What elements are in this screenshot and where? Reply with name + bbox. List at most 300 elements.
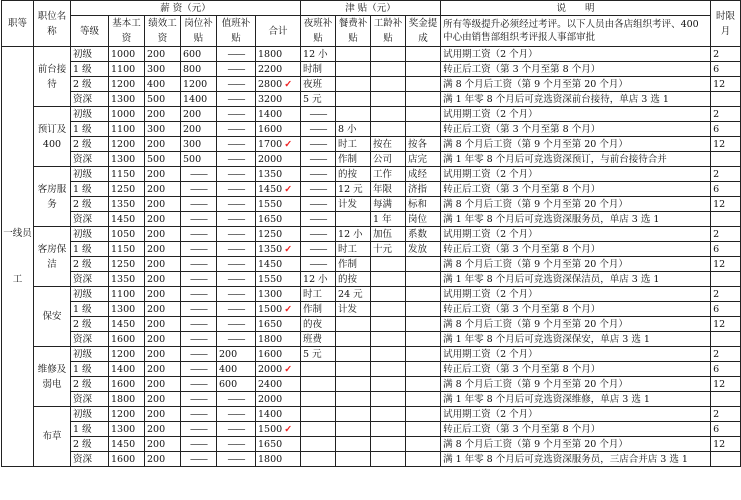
cell-bonus (406, 77, 441, 92)
duty-value: —— (227, 138, 245, 150)
table-row (2, 437, 741, 452)
night-value: —— (309, 168, 327, 180)
post-value: —— (190, 318, 207, 330)
duty-value: —— (227, 288, 245, 300)
night-value: 夜班 (303, 78, 323, 90)
total-value: 2800 (258, 78, 283, 90)
base-value: 1100 (111, 288, 136, 300)
cell-total (256, 77, 301, 92)
meal-value: 的按 (338, 168, 358, 180)
cell-night (301, 347, 336, 362)
level-value: 初级 (73, 168, 93, 180)
post-value: —— (190, 423, 207, 435)
cell-bonus (406, 392, 441, 407)
cell-level (71, 182, 109, 197)
cell-bonus (406, 377, 441, 392)
period-cell: 2 (711, 167, 741, 182)
job-class-cell: 一线员工 (2, 47, 34, 467)
header-col-perf: 绩效工资 (145, 16, 181, 47)
description-cell: 转正后工资（第 3 个月至第 8 个月） (441, 242, 711, 257)
cell-level (71, 62, 109, 77)
cell-bonus (406, 422, 441, 437)
cell-bonus (406, 152, 441, 167)
period-cell (711, 92, 741, 107)
period-cell (711, 152, 741, 167)
description-cell: 满 8 个月后工资（第 9 个月至第 20 个月） (441, 317, 711, 332)
cell-years (371, 182, 406, 197)
cell-bonus (406, 347, 441, 362)
night-value: —— (309, 183, 327, 195)
cell-total (256, 437, 301, 452)
cell-perf (145, 47, 181, 62)
perf-value: 200 (147, 453, 166, 465)
night-value: —— (309, 108, 327, 120)
duty-value: —— (227, 63, 245, 75)
table-row (2, 287, 741, 302)
cell-base (109, 437, 145, 452)
cell-post (181, 77, 217, 92)
total-value: 1800 (258, 48, 283, 60)
check-mark-icon: ✓ (284, 423, 293, 435)
cell-level (71, 242, 109, 257)
cell-level (71, 377, 109, 392)
position-name-cell: 布草 (34, 407, 71, 467)
header-col-meal: 餐费补贴 (336, 16, 371, 47)
cell-post (181, 92, 217, 107)
header-explanation: 说 明 (441, 1, 711, 16)
description-cell: 试用期工资（2 个月） (441, 347, 711, 362)
cell-years (371, 302, 406, 317)
cell-perf (145, 257, 181, 272)
cell-night (301, 137, 336, 152)
cell-perf (145, 182, 181, 197)
perf-value: 200 (147, 423, 166, 435)
level-value: 资深 (73, 213, 93, 225)
cell-total (256, 317, 301, 332)
cell-base (109, 407, 145, 422)
description-cell: 满 1 年零 8 个月后可竞选资深保洁员，单店 3 选 1 (441, 272, 711, 287)
cell-meal (336, 197, 371, 212)
header-col-duty: 值班补贴 (217, 16, 256, 47)
duty-value: —— (227, 423, 245, 435)
header-col-years: 工龄补贴 (371, 16, 406, 47)
post-value: —— (190, 378, 207, 390)
perf-value: 200 (147, 243, 166, 255)
cell-post (181, 287, 217, 302)
base-value: 1400 (111, 363, 136, 375)
description-cell: 试用期工资（2 个月） (441, 167, 711, 182)
cell-post (181, 347, 217, 362)
meal-value: 12 元 (338, 183, 363, 195)
level-value: 初级 (73, 48, 93, 60)
table-row (2, 422, 741, 437)
level-value: 初级 (73, 348, 93, 360)
cell-level (71, 332, 109, 347)
cell-duty (217, 182, 256, 197)
cell-perf (145, 362, 181, 377)
table-row (2, 392, 741, 407)
header-row-2 (2, 16, 741, 47)
level-value: 1 级 (73, 303, 92, 315)
cell-duty (217, 152, 256, 167)
total-value: 1600 (258, 348, 283, 360)
years-value: 公司 (373, 153, 393, 165)
meal-value: 时工 (338, 138, 358, 150)
cell-meal (336, 347, 371, 362)
cell-night (301, 332, 336, 347)
duty-value: —— (227, 393, 245, 405)
cell-perf (145, 347, 181, 362)
duty-value: —— (227, 198, 245, 210)
total-value: 1400 (258, 408, 283, 420)
cell-years (371, 122, 406, 137)
table-row (2, 452, 741, 467)
description-cell: 试用期工资（2 个月） (441, 407, 711, 422)
cell-perf (145, 212, 181, 227)
cell-night (301, 92, 336, 107)
post-value: —— (190, 213, 207, 225)
perf-value: 200 (147, 408, 166, 420)
period-cell: 12 (711, 257, 741, 272)
bonus-value: 岗位 (408, 213, 428, 225)
post-value: 200 (183, 123, 202, 135)
total-value: 1350 (258, 168, 283, 180)
total-value: 1650 (258, 318, 283, 330)
cell-bonus (406, 197, 441, 212)
post-value: —— (190, 438, 207, 450)
base-value: 1350 (111, 198, 136, 210)
table-row (2, 47, 741, 62)
cell-post (181, 362, 217, 377)
position-name-cell: 客房保洁 (34, 227, 71, 287)
cell-total (256, 362, 301, 377)
cell-night (301, 227, 336, 242)
level-value: 资深 (73, 333, 93, 345)
cell-level (71, 362, 109, 377)
cell-night (301, 122, 336, 137)
cell-base (109, 62, 145, 77)
cell-years (371, 287, 406, 302)
post-value: —— (190, 408, 207, 420)
period-cell (711, 212, 741, 227)
duty-value: —— (227, 333, 245, 345)
perf-value: 200 (147, 333, 166, 345)
check-mark-icon: ✓ (284, 78, 293, 90)
bonus-value: 按各 (408, 138, 428, 150)
cell-base (109, 152, 145, 167)
cell-duty (217, 317, 256, 332)
position-name-cell: 前台接待 (34, 47, 71, 107)
base-value: 1100 (111, 123, 136, 135)
cell-perf (145, 167, 181, 182)
post-value: —— (190, 183, 207, 195)
cell-night (301, 452, 336, 467)
cell-meal (336, 272, 371, 287)
cell-meal (336, 302, 371, 317)
table-row (2, 317, 741, 332)
total-value: 1650 (258, 438, 283, 450)
night-value: 12 小 (303, 48, 328, 60)
night-value: 的夜 (303, 318, 323, 330)
cell-duty (217, 212, 256, 227)
meal-value: 计发 (338, 303, 358, 315)
bonus-value: 济指 (408, 183, 428, 195)
perf-value: 300 (147, 63, 166, 75)
period-cell (711, 452, 741, 467)
description-cell: 满 8 个月后工资（第 9 个月至第 20 个月） (441, 377, 711, 392)
cell-duty (217, 272, 256, 287)
header-salary-group: 薪 资（元） (71, 1, 301, 16)
night-value: —— (309, 228, 327, 240)
cell-duty (217, 77, 256, 92)
cell-night (301, 317, 336, 332)
cell-level (71, 317, 109, 332)
base-value: 1300 (111, 153, 136, 165)
header-col-post: 岗位补贴 (181, 16, 217, 47)
period-cell: 12 (711, 437, 741, 452)
cell-meal (336, 152, 371, 167)
cell-base (109, 212, 145, 227)
base-value: 1300 (111, 423, 136, 435)
period-cell: 12 (711, 317, 741, 332)
cell-bonus (406, 167, 441, 182)
level-value: 初级 (73, 288, 93, 300)
cell-night (301, 362, 336, 377)
cell-bonus (406, 227, 441, 242)
total-value: 1500 (258, 423, 283, 435)
cell-level (71, 422, 109, 437)
period-cell: 6 (711, 182, 741, 197)
period-cell: 6 (711, 362, 741, 377)
cell-meal (336, 392, 371, 407)
level-value: 初级 (73, 408, 93, 420)
cell-meal (336, 422, 371, 437)
cell-base (109, 122, 145, 137)
cell-years (371, 437, 406, 452)
cell-duty (217, 92, 256, 107)
description-cell: 转正后工资（第 3 个月至第 8 个月） (441, 62, 711, 77)
night-value: —— (309, 123, 327, 135)
cell-post (181, 452, 217, 467)
period-cell: 6 (711, 242, 741, 257)
cell-meal (336, 287, 371, 302)
base-value: 1600 (111, 378, 136, 390)
total-value: 1800 (258, 333, 283, 345)
cell-bonus (406, 332, 441, 347)
cell-night (301, 62, 336, 77)
cell-duty (217, 422, 256, 437)
period-cell: 12 (711, 137, 741, 152)
header-note: 所有等级提升必须经过考评。以下人员由各店组织考评、400中心由销售部组织考评报人事部审批 (441, 16, 711, 47)
total-value: 1450 (258, 183, 283, 195)
cell-night (301, 437, 336, 452)
cell-meal (336, 77, 371, 92)
perf-value: 200 (147, 303, 166, 315)
cell-years (371, 227, 406, 242)
duty-value: —— (227, 123, 245, 135)
description-cell: 满 1 年零 8 个月后可竞选资深服务员，单店 3 选 1 (441, 212, 711, 227)
cell-total (256, 152, 301, 167)
cell-night (301, 377, 336, 392)
cell-meal (336, 227, 371, 242)
cell-night (301, 407, 336, 422)
cell-base (109, 392, 145, 407)
bonus-value: 系数 (408, 228, 428, 240)
post-value: —— (190, 303, 207, 315)
period-cell: 6 (711, 122, 741, 137)
cell-night (301, 77, 336, 92)
description-cell: 满 1 年零 8 个月后可竞选资深预订，与前台接待合并 (441, 152, 711, 167)
period-cell (711, 332, 741, 347)
table-row (2, 62, 741, 77)
cell-meal (336, 62, 371, 77)
header-period: 时限月 (711, 1, 741, 47)
perf-value: 300 (147, 123, 166, 135)
check-mark-icon: ✓ (284, 138, 293, 150)
cell-total (256, 257, 301, 272)
table-row (2, 197, 741, 212)
table-row (2, 152, 741, 167)
cell-base (109, 257, 145, 272)
duty-value: —— (227, 243, 245, 255)
duty-value: —— (227, 273, 245, 285)
cell-perf (145, 62, 181, 77)
cell-post (181, 152, 217, 167)
cell-meal (336, 317, 371, 332)
cell-total (256, 47, 301, 62)
cell-years (371, 242, 406, 257)
night-value: —— (309, 138, 327, 150)
period-cell (711, 272, 741, 287)
description-cell: 试用期工资（2 个月） (441, 107, 711, 122)
description-cell: 满 8 个月后工资（第 9 个月至第 20 个月） (441, 437, 711, 452)
base-value: 1050 (111, 228, 136, 240)
cell-night (301, 257, 336, 272)
cell-bonus (406, 362, 441, 377)
post-value: —— (190, 393, 207, 405)
years-value: 十元 (373, 243, 393, 255)
duty-value: —— (227, 78, 245, 90)
perf-value: 200 (147, 108, 166, 120)
cell-level (71, 92, 109, 107)
cell-years (371, 47, 406, 62)
perf-value: 400 (147, 78, 166, 90)
period-cell: 2 (711, 227, 741, 242)
duty-value: —— (227, 48, 245, 60)
cell-duty (217, 167, 256, 182)
level-value: 2 级 (73, 378, 92, 390)
years-value: 1 年 (373, 213, 392, 225)
description-cell: 满 1 年零 8 个月后可竞选资深前台接待，单店 3 选 1 (441, 92, 711, 107)
cell-total (256, 212, 301, 227)
post-value: 500 (183, 153, 202, 165)
meal-value: 的按 (338, 273, 358, 285)
perf-value: 200 (147, 288, 166, 300)
night-value: —— (309, 198, 327, 210)
cell-level (71, 77, 109, 92)
cell-duty (217, 287, 256, 302)
base-value: 1450 (111, 438, 136, 450)
cell-bonus (406, 107, 441, 122)
cell-base (109, 317, 145, 332)
cell-level (71, 227, 109, 242)
bonus-value: 标和 (408, 198, 428, 210)
cell-perf (145, 332, 181, 347)
cell-meal (336, 377, 371, 392)
cell-duty (217, 137, 256, 152)
cell-post (181, 227, 217, 242)
night-value: —— (309, 153, 327, 165)
cell-duty (217, 377, 256, 392)
cell-base (109, 347, 145, 362)
level-value: 2 级 (73, 318, 92, 330)
level-value: 1 级 (73, 363, 92, 375)
post-value: 1400 (183, 93, 208, 105)
salary-table (1, 0, 741, 467)
cell-night (301, 272, 336, 287)
level-value: 1 级 (73, 423, 92, 435)
years-value: 加伍 (373, 228, 393, 240)
table-row (2, 332, 741, 347)
cell-post (181, 332, 217, 347)
cell-years (371, 347, 406, 362)
total-value: 1450 (258, 258, 283, 270)
cell-duty (217, 122, 256, 137)
cell-post (181, 182, 217, 197)
header-job-class: 职等 (2, 1, 34, 47)
base-value: 1250 (111, 258, 136, 270)
cell-night (301, 107, 336, 122)
post-value: 1200 (183, 78, 208, 90)
cell-bonus (406, 62, 441, 77)
cell-night (301, 392, 336, 407)
cell-years (371, 92, 406, 107)
cell-perf (145, 452, 181, 467)
cell-level (71, 197, 109, 212)
position-name-cell: 维修及弱电 (34, 347, 71, 407)
cell-post (181, 167, 217, 182)
cell-duty (217, 452, 256, 467)
cell-post (181, 107, 217, 122)
post-value: —— (190, 348, 207, 360)
cell-meal (336, 362, 371, 377)
cell-duty (217, 362, 256, 377)
cell-duty (217, 62, 256, 77)
post-value: 800 (183, 63, 202, 75)
header-col-level: 等级 (71, 16, 109, 47)
perf-value: 200 (147, 318, 166, 330)
cell-total (256, 452, 301, 467)
meal-value: 计发 (338, 198, 358, 210)
position-name-cell: 保安 (34, 287, 71, 347)
total-value: 1300 (258, 288, 283, 300)
post-value: —— (190, 363, 207, 375)
duty-value: —— (227, 303, 245, 315)
cell-bonus (406, 242, 441, 257)
cell-duty (217, 437, 256, 452)
cell-duty (217, 347, 256, 362)
cell-total (256, 242, 301, 257)
cell-total (256, 167, 301, 182)
total-value: 1400 (258, 108, 283, 120)
cell-post (181, 302, 217, 317)
bonus-value: 店完 (408, 153, 428, 165)
cell-perf (145, 242, 181, 257)
check-mark-icon: ✓ (284, 183, 293, 195)
cell-level (71, 392, 109, 407)
cell-total (256, 107, 301, 122)
night-value: 时制 (303, 63, 323, 75)
